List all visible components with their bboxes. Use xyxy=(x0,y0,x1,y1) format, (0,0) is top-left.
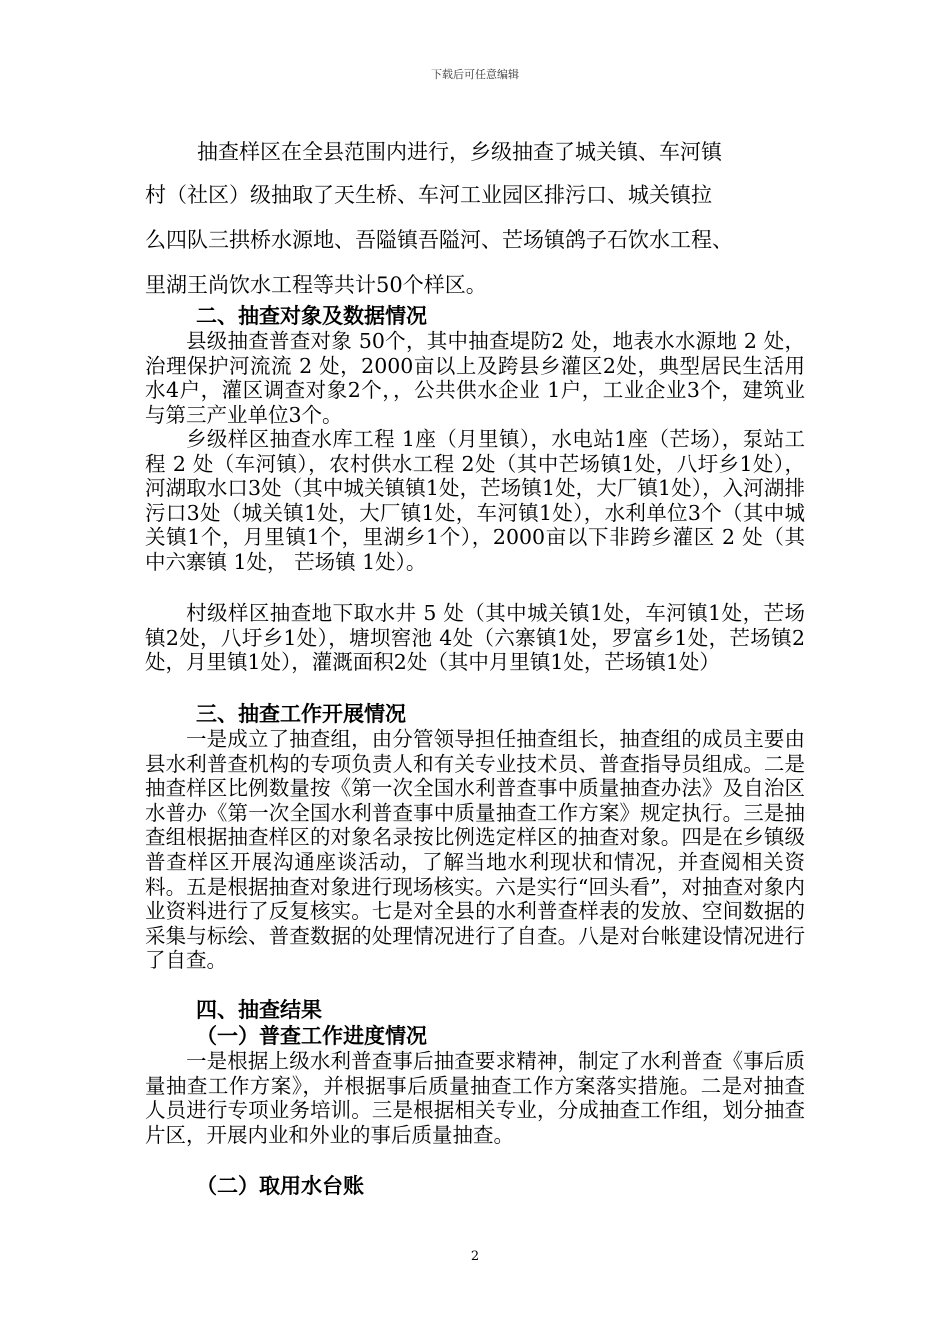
section-4-heading: 四、抽查结果 xyxy=(196,997,322,1022)
section-2-paragraph: 县级抽查普查对象 50个，其中抽查堤防2 处，地表水水源地 2 处，治理保护河流流 2 处，2000亩以上及跨县乡灌区2处，典型居民生活用水4户，灌区调查对象2个，，公共供水企业 1户，工业企业3个，建筑业与第三产业单位3个。 xyxy=(145,329,805,427)
section-3-paragraph: 一是成立了抽查组，由分管领导担任抽查组长，抽查组的成员主要由县水利普查机构的专项负责人和有关专业技术员、普查指导员组成。二是抽查样区比例数量按《第一次全国水利普查事中质量抽查办法》及自治区水普办《第一次全国水利普查事中质量抽查工作方案》规定执行。三是抽查组根据抽查样区的对象名录按比例选定样区的抽查对象。四是在乡镇级普查样区开展沟通座谈活动，了解当地水利现状和情况，并查阅相关资料。五是根据抽查对象进行现场核实。六是实行“回头看”，对抽查对象内业资料进行了反复核实。七是对全县的水利普查样表的发放、空间数据的采集与标绘、普查数据的处理情况进行了自查。八是对台帐建设情况进行了自查。 xyxy=(145,727,805,973)
section-4-sub1-heading: （一）普查工作进度情况 xyxy=(196,1023,427,1048)
page-number: 2 xyxy=(470,1249,480,1264)
intro-line: 么四队三拱桥水源地、吾隘镇吾隘河、芒场镇鸽子石饮水工程、 xyxy=(145,228,733,252)
section-4-sub2-heading: （二）取用水台账 xyxy=(196,1173,364,1198)
section-2-heading: 二、抽查对象及数据情况 xyxy=(196,303,427,328)
intro-line: 里湖王尚饮水工程等共计50个样区。 xyxy=(145,273,487,297)
intro-line: 抽查样区在全县范围内进行，乡级抽查了城关镇、车河镇 xyxy=(197,140,722,164)
section-2-paragraph: 乡级样区抽查水库工程 1座（月里镇），水电站1座（芒场），泵站工程 2 处（车河镇），农村供水工程 2处（其中芒场镇1处，八圩乡1处），河湖取水口3处（其中城关镇镇1处，芒场镇1处，大厂镇1处），入河湖排污口3处（城关镇1处，大厂镇1处，车河镇1处），水利单位3个（其中城关镇1个，月里镇1个，里湖乡1个），2000亩以下非跨乡灌区 2 处（其中六寨镇 1处， 芒场镇 1处）。 xyxy=(145,427,805,574)
section-3-heading: 三、抽查工作开展情况 xyxy=(196,701,406,726)
page-header-note: 下载后可任意编辑 xyxy=(431,68,519,81)
section-2-paragraph: 村级样区抽查地下取水井 5 处（其中城关镇1处，车河镇1处，芒场镇2处，八圩乡1处），塘坝窖池 4处（六寨镇1处，罗富乡1处，芒场镇2处，月里镇1处），灌溉面积2处（其中月里镇1处，芒场镇1处） xyxy=(145,601,805,675)
section-4-sub1-paragraph: 一是根据上级水利普查事后抽查要求精神，制定了水利普查《事后质量抽查工作方案》，并根据事后质量抽查工作方案落实措施。二是对抽查人员进行专项业务培训。三是根据相关专业，分成抽查工作组，划分抽查片区，开展内业和外业的事后质量抽查。 xyxy=(145,1049,805,1147)
intro-line: 村（社区）级抽取了天生桥、车河工业园区排污口、城关镇拉 xyxy=(145,183,712,207)
